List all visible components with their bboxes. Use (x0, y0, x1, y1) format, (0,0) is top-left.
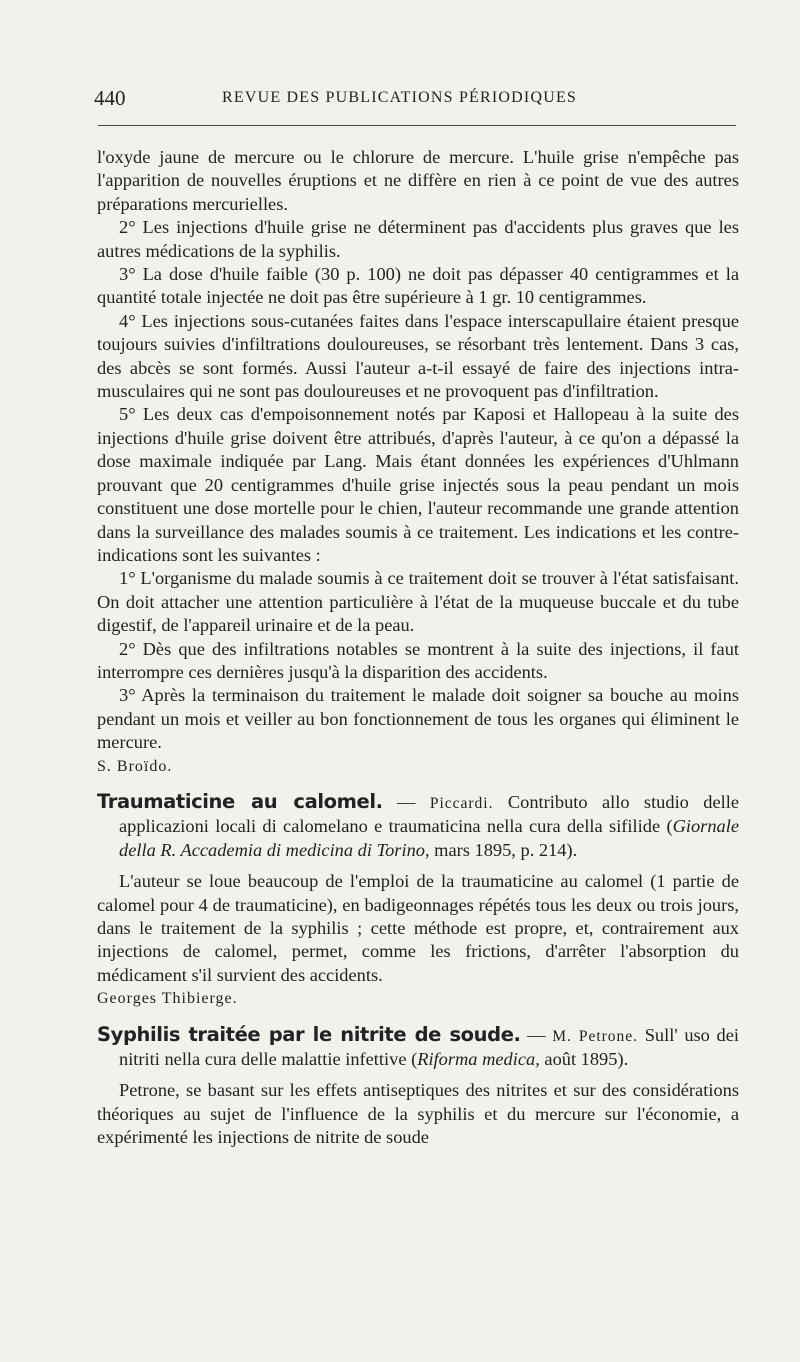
entry-title: Syphilis traitée par le nitrite de soude. (97, 1022, 521, 1046)
section-gap (97, 862, 739, 870)
entry-journal: Giornale della R. Accademia di medicina di Torino, (119, 816, 739, 860)
entry-dash: — (382, 791, 430, 812)
paragraph: 2° Dès que des infiltrations notables se montrent à la suite des injections, il faut interrompre ces dernières jusqu'à la disparition des accidents. (97, 638, 739, 682)
running-title: REVUE DES PUBLICATIONS PÉRIODIQUES (222, 89, 578, 106)
entry-heading (97, 790, 739, 862)
entry-dash: — (520, 1024, 553, 1045)
entry-author: M. Petrone. (552, 1027, 639, 1045)
entry-citation: Contributo allo studio delle applicazioni locali di calomelano e traumaticina nella cura della sifilide ( (119, 791, 739, 837)
page-header (94, 86, 740, 118)
paragraph: 3° La dose d'huile faible (30 p. 100) ne doit pas dépasser 40 centigrammes et la quantité totale injectée ne doit pas être supérieure à 1 gr. 10 centigrammes. (97, 264, 739, 308)
paragraph: 2° Les injections d'huile grise ne déterminent pas d'accidents plus graves que les autres médications de la syphilis. (97, 217, 739, 261)
section-gap (97, 1071, 739, 1079)
entry-citation-end: mars 1895, p. 214). (429, 839, 578, 860)
entry-title: Traumaticine au calomel. (97, 789, 383, 813)
paragraph: l'oxyde jaune de mercure ou le chlorure de mercure. L'huile grise n'empêche pas l'apparition de nouvelles éruptions et ne diffère en rien à ce point de vue des autres préparations mercurielles. (97, 147, 739, 214)
entry-author: Piccardi. (429, 794, 494, 812)
paragraph: 4° Les injections sous-cutanées faites dans l'espace interscapullaire étaient presque toujours suivies d'infiltrations douloureuses, se résorbant très lentement. Dans 3 cas, des abcès se sont formés. Aussi l'auteur a-t-il essayé de faire des injections intra-musculaires qui ne sont pas douloureuses et ne provoquent pas d'infiltration. (97, 310, 739, 402)
entry-heading (97, 1023, 739, 1072)
paragraph: 1° L'organisme du malade soumis à ce traitement doit se trouver à l'état satisfaisant. On doit attacher une attention particulière à l'état de la muqueuse buccale et du tube digestif, de l'appareil urinaire et de la peau. (97, 568, 739, 636)
paragraph: 3° Après la terminaison du traitement le malade doit soigner sa bouche au moins pendant un mois et veiller au bon fonctionnement de tous les organes qui éliminent le mercure. (97, 685, 739, 753)
entry-citation-end: août 1895). (539, 1049, 629, 1070)
header-rule (98, 125, 736, 126)
paragraph: Petrone, se basant sur les effets antiseptiques des nitrites et sur des considérations théoriques au sujet de l'influence de la syphilis et du mercure sur l'économie, a expérimenté les injections de nitrite de soude (97, 1080, 739, 1148)
author-signature: Georges Thibierge. (97, 990, 238, 1008)
section-gap (97, 778, 739, 790)
paragraph: 5° Les deux cas d'empoisonnement notés par Kaposi et Hallopeau à la suite des injections d'huile grise doivent être attribués, d'après l'auteur, à ce qu'on a dépassé la dose maximale indiquée par Lang. Mais étant données les expériences d'Uhlmann prouvant que 20 centigrammes d'huile grise injectés sous la peau pendant un mois constituent une dose mortelle pour le chien, l'auteur recommande une grande attention dans la surveillance des malades soumis à ce traitement. Les indications et les contre-indications sont les suivantes : (97, 404, 739, 565)
paragraph: L'auteur se loue beaucoup de l'emploi de la traumaticine au calomel (1 partie de calomel pour 4 de traumaticine), en badigeonnages répétés tous les deux ou trois jours, dans le traitement de la syphilis ; cette méthode est propre, et, contrairement aux injections de calomel, permet, comme les frictions, d'arrêter l'absorption du médicament s'il survient des accidents. (97, 871, 739, 985)
entry-journal: Riforma medica, (417, 1049, 540, 1070)
entry-citation: Sull' uso dei nitriti nella cura delle malattie infettive ( (119, 1024, 739, 1070)
author-signature: S. Broïdo. (97, 757, 173, 775)
page-number: 440 (94, 86, 126, 110)
section-gap (97, 1011, 739, 1023)
page-body (97, 146, 739, 1150)
